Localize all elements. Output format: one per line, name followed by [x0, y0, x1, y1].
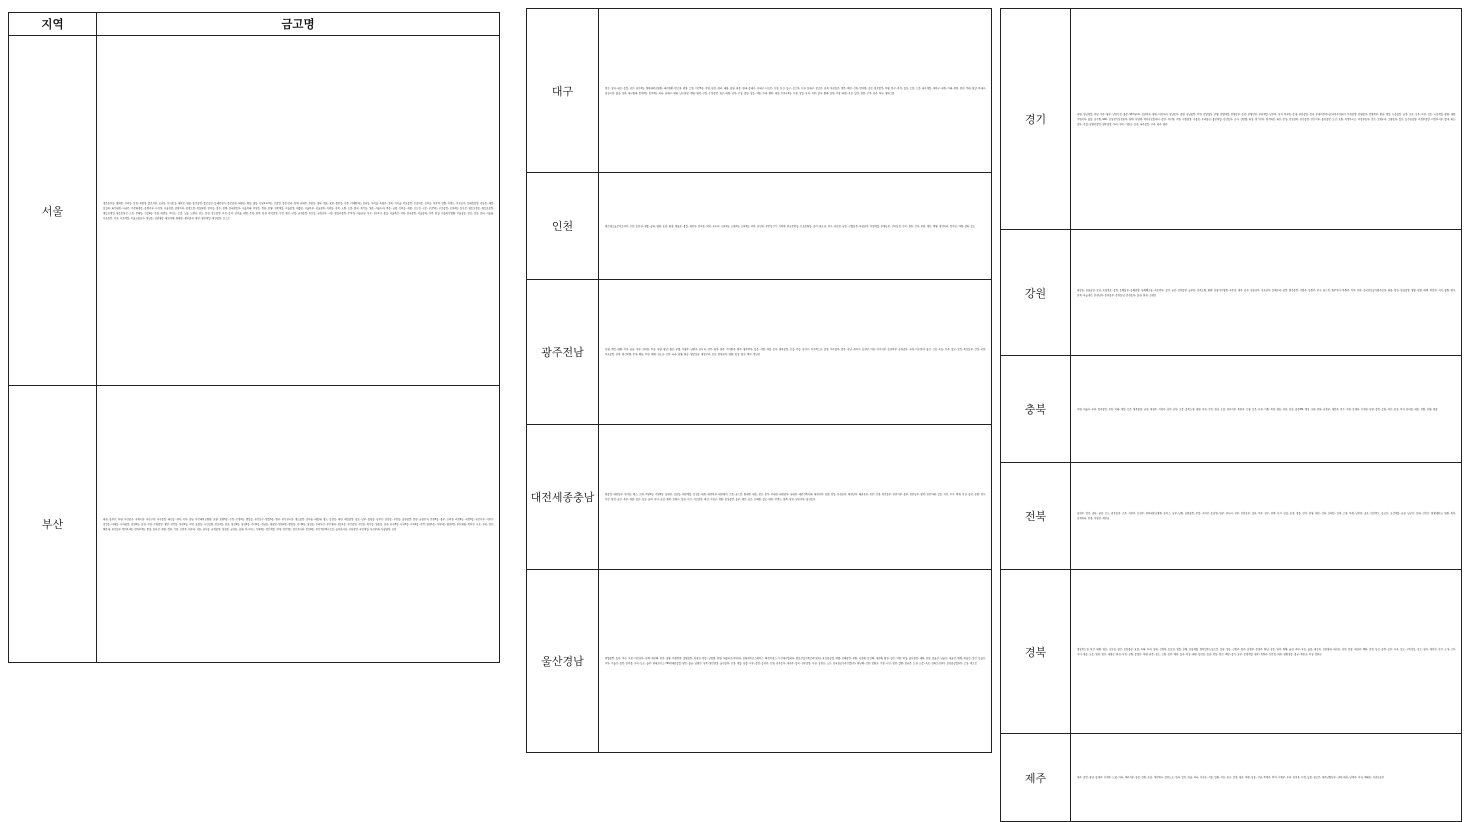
- bank-names-cell: 청운효자동, 광화문, 사직동, 삼청, 세검정, 종로서부, 교남동, 인사동길, 대학로, 명륜, 종로중앙, 종로승인, 동대문상가, 종로중부, 회현동, 명동, 필동, 신당1.2.3동, 신중앙, 중림.만리, 청계, 남대문, 후암동, 청파, 원효, 효창, 용문동, 이촌, 이태원1동, 한남동, 우리들, 독립문, 홍제, 서서울, 마포중앙, 신공덕동, 신마포, 마포역, 망원, 이랜드, 마포공덕, 동대문중앙, 전농동, 배봉, 답십리, 회기휘경, 더좋은, 이문휘경동, 중랑서부, 사가정, 서울상봉, 중랑우리, 중랑으뜸, 목동화랑, 망우동, 용두, 청계, 동대문동부, 서울미래, 안암동, 정릉, 한양, 성북제일, 서울중앙, 새종암, 서울북부, 서울장위, 석관동, 강북, 노원, 도봉, 월곡, 제기동, 성북, 서울누리, 목동, 금빛, 신목동, 세종, 신도림, 구로, 구로5동, 구로중앙, 오류2동, 동구로, 영등포본동, 영등포중앙, 영등포제일, 영등포당산, 도림, 문래동, 신길2동, 한결, 대림동, 여의도, 신길, 노들, 노량진, 상도, 한강, 상도중앙, 흑석, 동작, 남서울, 대방, 은천, 관악, 봉천, 관악중앙, 신림, 원신, 난향, 금천중앙, 독산동, 금천남부, 시흥, 왕십리중앙, 무지개, 서울금남, 옥수, 성수1가, 용답, 서울축산, 마천, 송파중앙, 서울송파, 가락, 잠실, 서울아산병원, 서울강동, 천호, 성동, 송파, 서울숲, 서초중앙, 서초, 서초제일, 서울교통공사, 청담동, 강남영동, 광진자양, 화양동, 광진중곡, 광진, 광진제일, 광진중앙, 포스코: [97, 36, 500, 386]
- table-row: [1001, 734, 1462, 822]
- region-cell: 대전세종충남: [527, 425, 599, 570]
- table-row: [1001, 356, 1462, 463]
- table-row: [527, 173, 992, 280]
- table-row: [1001, 9, 1462, 230]
- bank-names-cell: 새강릉, 강릉솔향, 포남, 초당경포, 송정, 동해남부, 동해중앙, 동해해오름, 속초북부, 설악, 금강, 삼척중앙, 늘푸른, 삼척도원, 양양, 강릉아산병원, 주문진, 명주, 중부, 강릉남부, 속초남부, 동해우리, 중앙, 원주중앙, 신원주, 동원주, 단구, 꿈드림, 원주우리, 북원주, 치악, 문막, 한국인삼공사원주공장, 화종, 횡성, 횡성중앙, 영월, 평창, 태백, 북춘천, 서석, 철원, 양구, 인제, 하늘내린, 춘천남부, 춘천중부, 춘천동남, 춘천동부, 홍천, 화천, 소양강: [1071, 230, 1462, 356]
- table-row: [1001, 570, 1462, 734]
- table-row: [9, 386, 500, 663]
- table-header-row: [9, 13, 500, 36]
- table-row: [527, 425, 992, 570]
- bank-names-cell: 대청, 중부산, 부평, 부산중구, 국제시장, 부산구덕, 서구중앙, 대신동, 천마, 서부, 송남, 부산대학교병원, 초량, 초량3동, 수정, 수정2동, 범일동, 부산동구, 범일5동, 범곡, 부산진시장, 영도중앙, 한아름, 태종대, 영도, 동삼동, 대연, 대연중앙, 용호, 남부, 용당동, 남부산, 감만동, 우암동, 남부중앙, 문현, 금융단지, 문현3동, 용주, 신괴정, 괴정2동, 괴정3동, 부산서부, 서부산, 장림동, 다대동, 사하중앙, 감천2동, 남천, 수영, 수영중앙, 광안, 민락동, 부전1동, 서면, 초읍동, 시민공원, 전포2동, 전포, 당감2동, 당감4동, 가야1동, 개금동, 새희망, 범천2동, 범천동, 가야2동, 당감동, 우리부산, 부산평화, 전포1동, 부산중앙, 수민동, 복산동, 명륜동, 온천, 온천3동, 사직3동, 사직2동, 안락, 명장1동, 사직1동, 명장2동, 부산화명, 북부산, 구포, 우리, 장산, 해운대, 부산동부, 반여1.4동, 반여2.3동, 반송, 동부산, 센텀, 정관, 기장, 신앙촌, 새우리, 서동, 금사동, 금정중앙, 장전동, 금성동, 금샘, 아시아드, 거제4동, 연산제일, 연제, 연산3동, 연산로터리, 연산6동, 부산개인택시조합, 늘푸른사상, 사상중앙, 부산제일, 부산주례, 사상냉정, 승학: [97, 386, 500, 663]
- bank-names-cell: 동명, 계림, 대광, 서석, 금남, 푸른, 한마음, 무진, 서양, 광남, 월산, 주월, 서광주, 남광주, 온누리, 상무, 화정, 염주, 기아광주, 광주, 광주북부, 동운, 서방, 제일, 동부, 광주중앙, 신흥, 무등, 동여수, 여수엑스포, 중앙, 여수중부, 충무, 진남, 새여수, 순천만, 여천, 여수서부, 순천북부, 순천중부, 구례, 여수한려, 돌산, 고흥, 녹동, 우주, 벌교, 보성, 목포동부, 산정, 국민, 목포중앙, 삼학, 영신학원, 문내, 해남, 무안, 해제, 진도군, 신안, 나주, 담양, 화순, 영암성심, 영암우리, 삼호, 함평천지, 영광, 법성, 염산, 백수, 정남진: [599, 280, 992, 425]
- region-cell: 울산경남: [527, 570, 599, 753]
- region-cell: 인천: [527, 173, 599, 280]
- bank-names-cell: 낙원, 성남제일, 하남, 여주, 광주, 남한산성, 용문, SK hynix, 성남북부, 양평, 이천우리, 성남동부, 중원, 성남중앙, 이천, 안양협심, 안양, 안양제일, 안양동부, 동안, 안양만안, 부천제일, 남부천, 성지, 북부천, 송내, 부천중앙, 성곡, 온세미컨덕터코리아주식회사, 부천중앙, 안양중부, 안양북부, 광남, 제일, 시흥중앙, 금정, 군포, 신촌, 과천, 김포, 시흥제일, 광명, 세종, 수원서부, 팔달, 남수원, SKC, 삼성전기삼성전자, 평택, 서평택, 케이지모빌리티, 송탄, 서수원, 수원, 수원중앙, 서용인, 우리용인, 용인제일, 안산동부, 군자, 신반월, 화성, 경기서부, 경기화성, 화산, 안성, 안성장학, 안산중앙, 안산서부, 용인중앙, 오산, 호원, 의정부시고, 의정부동부, 보산, 고양누리, 고양동부, 일산, 동두천중앙, 의정부중앙, 의정부서부, 별내, 화도, 중부, 진접, 남양주중앙, 양주중앙, 우리, 전곡, 가평군, 포천, 파주중앙, 구리, 파주, 양주: [1071, 9, 1462, 230]
- header-bank-names: 금고명: [97, 13, 500, 36]
- bank-names-cell: 남전주, 열린, 중부, 금암, 신도, 전주송천, 조촌, 서전주, 신전주, 전북대학교병원, 휴비스, 남부, 남원, 남원중앙, 운봉, 지리산, 동남원, 완주, 한누리, 진안, 진안동부, 설천, 무주, 장수, 장계, 산서, 임실, 순창, 정읍, 연지, 상명, 태인, 산외, 신태인, 김제, 고창, 부령, 남부안, 줄포, 변산반도, 동군산, 군산제일, 금강, 남군산, 인화, 신익산, 원광대학교, 원광, 북부, 김제하나, 만경, 지평선, 새만금: [1071, 463, 1462, 570]
- table-row: [527, 280, 992, 425]
- table-row: [1001, 230, 1462, 356]
- region-cell: 경북: [1001, 570, 1071, 734]
- region-cell: 광주전남: [527, 280, 599, 425]
- table-row: [9, 36, 500, 386]
- savings-bank-table-middle: [526, 8, 992, 753]
- bank-names-cell: 반월중앙, 동부, 마산, 석전, 마산남부, 진해, 새진해, 함안, 밀양, 의령정암, 밀양중앙, 마창진, 반송, 남창원, 창원, 세플러코리아(유), 한화에어로스페이스, 해성디에스, 두산에너빌리티, 볼보건설기계코리아(유), 효성중공업, 벤텔, 김해중앙, 부원, 서김해, 동김해, 새김해, 활천, 칠산, 의창, 학성, 울산중앙, 태화, 강남, 중울산, 남울산, 새울산, 병영, 북울산, 일산, 동울산, 서부, 서울산, 중앙, 한마음, 우리, 농소, 울주, 현대모비스, HD현대중공업, 양산, 물금, 남양산, 상북, 양산중앙, 울산중부, 신정, 제일, 상봉, 서부, 중앙, 동진주, 신평, 진주동부, 새진주, 봉곡, 진주중앙, 사천, 삼천포, 노산, 한국항공우주산업(주), 새남해, 산청, 함양군, 거창, 시민, 창년, 갈양, 참좋은, 도천, 도봉, 옥포, 한화오션(주), 삼성중공업(주), 고성, 새고성: [599, 570, 992, 753]
- region-cell: 서울: [9, 36, 97, 386]
- table-row: [1001, 463, 1462, 570]
- bank-names-cell: 서원, 내울사, 우리, 청주중앙, 우암, 미래, 제일, 조은, 영운용암, 금천, 새청주, 서청주, 흥덕, 남부, 모충, 충북도청, 새빛, 푸른, 산미, 청남, 오송, 청주서부, 북청주, 오창, 보은, 옥천, 이원, 목청, 영동, 진천, 상진, 중주SM, 예성, 교현, 문화, 남충주, 새충주, 연수, 지현, 동제천, 신제천, 동현, 봉정, 증평, 괴산, 음성, 비석, 한마음, 대동, 삼왕, 단양, 애플: [1071, 356, 1462, 463]
- bank-names-cell: 경상북도청, 학산, 대양, 영포, 신포항, 형산, 포항용흥, 효용, 미래, 우리, 상대, 신경북, 동포항, 영일, 흥해, 포항제철, 경북향운노동조합, 성당, 성동, 신경주, 경주, 남경주, 동경주, 양남, 강동, 영덕, 영해, 울진, 죽변, 후포, 울릉, 새김천, 김천평화, 대신동, 삼덕, 함창, 새상주, 백화, 송정, 동신, 중앙, 공단, 사곡, 상모, 구미강동, 임오, 형곡, 새비산, 선산, 도개, 고아, 구미, 영동, 교동, 영천, 경산, 새경산, 화성, 부림, 진량, 동경산, 하양, 와촌, 청도, 고령, 성주, 예천, 칠곡, 북삼, 왜관, 동안동, 동남, 안동, 풍산, 백암, 풍기, 호주, 문경제일, 영주, 북영주, 신문경, 화천, 영양청송, 용궁, 예천군, 의성, 봉화군: [1071, 570, 1462, 734]
- bank-names-cell: 원중앙, 대전동부, 한마음, 예스, 소제, 가양1동, 가양2동, 동대전, 성남동, 대전제일, 삼성동, 대청, 대전북부, 대전대덕, 으뜸, 꿈드림, 원대전, 대흥, 창신, 충무, 서대전, 대전중부, 남대전, 대전건축사회, 대전서부, 한밭, 탄동, 유성온천, 대전남부, 대전온천, 천안, 성정, 천안동부, 천안서부, 중부, 천안남부, 광덕, 천안미래, 합동, 이인, 우구, 백제, 삼성, 중진, 온양, 정우, 아산, 탕정, 금산, 추부, 세종, 홍산, 홍성, 놀뫼, 부여, 금강, 행복, 보령시, 웅천, 서산, 서산중앙, 대산, 서천군, 청양, 홍성중앙, 홍주, 예산, 금오, 신례원, 삽교, 태안, 안면도, 원북, 당진, 당진서부, 당진동부: [599, 425, 992, 570]
- savings-bank-table-left: [8, 12, 500, 663]
- region-cell: 충북: [1001, 356, 1071, 463]
- region-cell: 경기: [1001, 9, 1071, 230]
- region-cell: 대구: [527, 9, 599, 173]
- header-region: 지역: [9, 13, 97, 36]
- table-row: [527, 9, 992, 173]
- bank-names-cell: 제주, 중앙, 용담, 동제주, 신제주, 노형, 아라, 제주서부, 동문, 한빛, 호남, 개인택시, 향운노조, 한라, 열린, 한솔, 하나, 서귀포, 서홍, 법환, 서호, 효근, 강정, 대포, 하원, 동홍, 산남, 북제주, 곽지, 서제주, 우리, 한마음, 우정, 납읍, 참조은, 제주남원동부, 신례, 태흥, 남제주, 의귀, 예래동, 서귀포동부: [1071, 734, 1462, 822]
- bank-names-cell: 엠코테크놀로지코리아, 신선, 동인천, 영종, 숭화, 평화, 숭림, 회망, 제물포, 용일, 새인천, 한마음, 학익, 온누리, 도화1동, 도화2동, 도화3동, 주안, 남인천, 주안동신기, 석바위, 관교문학동, 신포문화동, 숭의, 화도진, 연수, 상인천, 남동, 구월남촌, 부평남부, 부평제일, 부평동부, 산곡십정, 산곡, 청천, 신성, 부평, 계산, 계양, 경인아라, 정서진, 서해, 강화, 송도: [599, 173, 992, 280]
- region-cell: 제주: [1001, 734, 1071, 822]
- bank-names-cell: 봉산, 성내, 대신, 동일, 남산, 남산4동, 경북대학교병원, 대구원광, 반고개, 광장, 으뜸, 비산5동, 만평, 평성, 평리, 대평, 중평, 와룡, 원대, 중대구, 서대구, 더조은, 신암, 동신, 동구, 큰고개, 신천, 동대구, 참조은, 효목, 부전동은, 방촌, 해안, 신평, 반야월, 공산, 불로봉무, 아양, 복구, 북성, 칠성, 오봉, 드림, 대구제일, 새북구, 대경, 미래, 복현, 검단, 무태, 팔달, 북대구, 칠성시장, 팔공, 성북, 대구원대, 봉덕2동, 봉덕3동, 하나, 남대구, 대명, 남구희망, 계명, 명덕, 구일, 수성중앙, 청구, 대원, 남부, 수성, 중동, 상동, 지범, 두레, 행복, 대성, 두류1.2동, 두류, 성일, 우리, 서부, 달서, 월배, 송현, 가창, 화원, 옥포, 달성, 현풍, 구지, 유가, 다사, 명화그룹: [599, 9, 992, 173]
- table-row: [527, 570, 992, 753]
- region-cell: 부산: [9, 386, 97, 663]
- region-cell: 전북: [1001, 463, 1071, 570]
- region-cell: 강원: [1001, 230, 1071, 356]
